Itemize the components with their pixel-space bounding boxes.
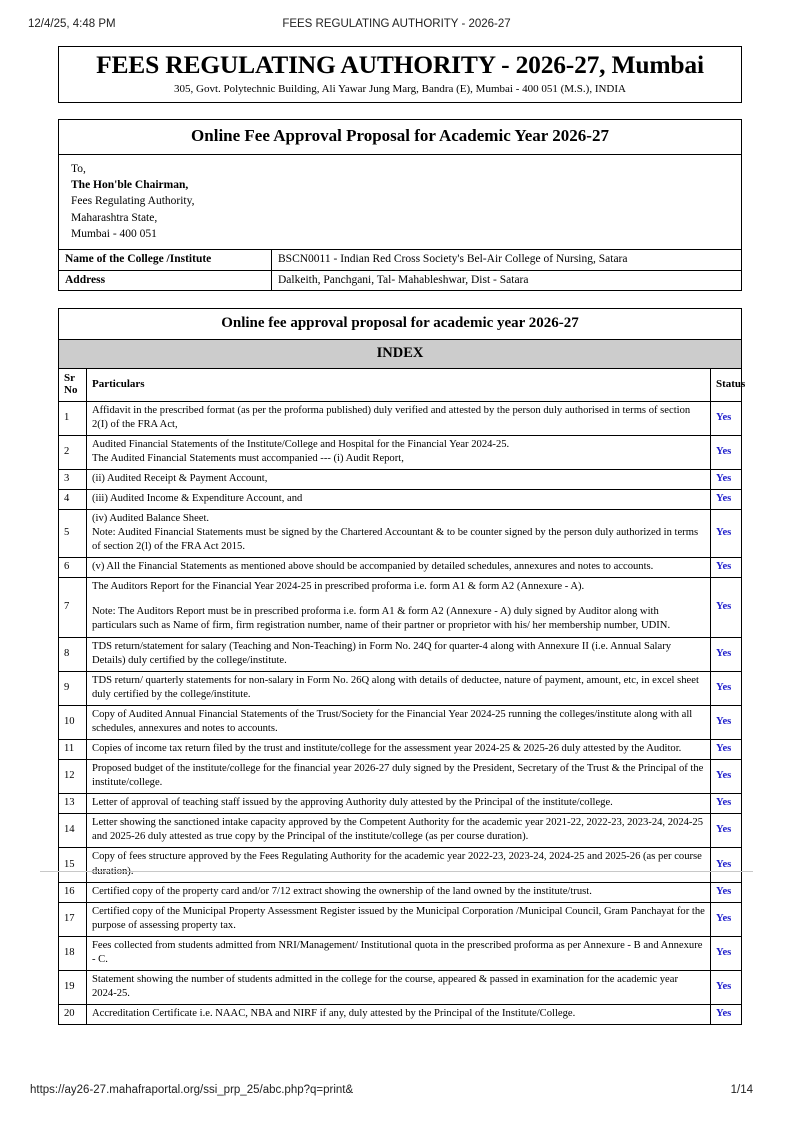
row-particulars <box>87 1005 711 1025</box>
row-status: Yes <box>710 740 741 760</box>
row-particulars <box>87 740 711 760</box>
particulars-line: Note: Audited Financial Statements must be signed by the Chartered Accountant & to be counter signed by the person duly authorized in terms of section 2(l) of the FRA Act 2015. <box>92 527 699 553</box>
row-sr-no: 4 <box>59 489 87 509</box>
addressee-chairman: The Hon'ble Chairman, <box>71 178 189 191</box>
row-sr-no: 5 <box>59 510 87 558</box>
particulars-line: Accreditation Certificate i.e. NAAC, NBA and NIRF if any, duly attested by the Principal of the Institute/College. <box>92 1008 576 1020</box>
table-row <box>59 510 742 558</box>
address-label: Address <box>59 270 272 290</box>
row-status: Yes <box>710 637 741 671</box>
row-status: Yes <box>710 882 741 902</box>
row-status: Yes <box>710 558 741 578</box>
table-row <box>59 705 742 739</box>
row-status: Yes <box>715 1008 732 1020</box>
row-status: Yes <box>710 578 741 637</box>
row-sr-no: 17 <box>59 902 87 936</box>
row-status: Yes <box>710 671 741 705</box>
particulars-line: Letter of approval of teaching staff issued by the approving Authority duly attested by the Principal of the institute/college. <box>92 797 613 809</box>
row-sr-no: 12 <box>59 760 87 794</box>
row-sr-no: 8 <box>59 637 87 671</box>
table-row <box>59 469 742 489</box>
particulars-line: The Auditors Report for the Financial Year 2024-25 in prescribed proforma i.e. form A1 & form A2 (Annexure - A). <box>92 581 585 593</box>
row-status: Yes <box>710 510 741 558</box>
table-row <box>59 671 742 705</box>
particulars-line: Copies of income tax return filed by the trust and institute/college for the assessment year 2024-25 & 2025-26 duly attested by the Auditor. <box>92 743 682 755</box>
row-sr-no: 6 <box>59 558 87 578</box>
addressee-line-3: Mumbai - 400 051 <box>71 227 157 240</box>
particulars-line: Copy of Audited Annual Financial Statements of the Trust/Society for the Financial Year 2024-25 running the colleges/institute along with all schedules, annexures and notes to accounts. <box>92 708 693 734</box>
row-status: Yes <box>710 760 741 794</box>
table-row <box>59 902 742 936</box>
row-particulars <box>87 705 711 739</box>
row-particulars <box>87 435 711 469</box>
browser-print-footer <box>0 1084 793 1100</box>
column-header-status: Status <box>710 368 741 401</box>
particulars-line: Audited Financial Statements of the Institute/College and Hospital for the Financial Year 2024-25. <box>92 438 510 450</box>
particulars-line: Certified copy of the property card and/or 7/12 extract showing the ownership of the land owned by the institute/trust. <box>92 885 592 897</box>
row-sr-no: 19 <box>59 971 87 1005</box>
table-row <box>59 489 742 509</box>
addressee-block <box>59 155 741 251</box>
row-sr-no: 20 <box>59 1005 87 1025</box>
sr-no-line-1: Sr <box>64 371 75 384</box>
table-row <box>59 270 741 290</box>
row-particulars <box>87 510 711 558</box>
page-break-rule <box>40 871 753 872</box>
row-status: Yes <box>710 902 741 936</box>
index-section-title: INDEX <box>59 339 742 368</box>
index-table <box>58 308 746 1025</box>
address-value: Dalkeith, Panchgani, Tal- Mahableshwar, Dist - Satara <box>272 270 742 290</box>
row-sr-no: 9 <box>59 671 87 705</box>
row-status: Yes <box>710 848 741 882</box>
row-sr-no: 3 <box>59 469 87 489</box>
row-particulars <box>87 902 711 936</box>
row-sr-no: 1 <box>59 401 87 435</box>
row-particulars <box>87 814 711 848</box>
row-particulars <box>87 489 711 509</box>
row-status: Yes <box>710 936 741 970</box>
print-source-url: https://ay26-27.mahafraportal.org/ssi_prp_25/abc.php?q=print& <box>30 1084 354 1096</box>
table-row <box>59 250 741 270</box>
table-row <box>59 760 742 794</box>
particulars-line: TDS return/ quarterly statements for non-salary in Form No. 26Q along with details of deductee, nature of payment, amount, etc, in excel sheet duly certified by the college/institute. <box>92 674 699 700</box>
proposal-title: Online Fee Approval Proposal for Academic Year 2026-27 <box>59 120 741 155</box>
document-page <box>58 46 746 1025</box>
addressee-to: To, <box>71 162 86 175</box>
row-particulars <box>87 558 711 578</box>
table-row <box>59 814 742 848</box>
authority-address: 305, Govt. Polytechnic Building, Ali Yawar Jung Marg, Bandra (E), Mumbai - 400 051 (M.S.), INDIA <box>174 82 626 95</box>
row-particulars <box>87 401 711 435</box>
particulars-line: (ii) Audited Receipt & Payment Account, <box>92 472 268 484</box>
row-particulars <box>87 936 711 970</box>
particulars-line: Fees collected from students admitted from NRI/Management/ Institutional quota in the prescribed proforma as per Annexure - B and Annexure - C. <box>92 939 703 965</box>
particulars-line: The Audited Financial Statements must accompanied --- (i) Audit Report, <box>92 452 404 464</box>
college-name-label: Name of the College /Institute <box>59 250 272 270</box>
row-status: Yes <box>710 794 741 814</box>
table-row <box>59 794 742 814</box>
table-row <box>59 435 742 469</box>
particulars-line: Certified copy of the Municipal Property Assessment Register issued by the Municipal Corporation /Municipal Council, Gram Panchayat for the purpose of assessing property tax. <box>92 905 705 931</box>
row-status: Yes <box>710 435 741 469</box>
row-status: Yes <box>710 814 741 848</box>
particulars-line: Note: The Auditors Report must be in prescribed proforma i.e. form A1 & form A2 (Annexure - A) duly signed by Auditor along with particulars such as Name of firm, firm registration number, name of their partner or proprietor with his/ her membership number, UDIN. <box>92 606 671 632</box>
row-particulars <box>87 637 711 671</box>
print-document-title: FEES REGULATING AUTHORITY - 2026-27 <box>282 18 511 30</box>
table-row <box>59 936 742 970</box>
particulars-line: TDS return/statement for salary (Teaching and Non-Teaching) in Form No. 24Q for quarter-4 along with Annexure II (i.e. Annual Salary Details) duly certified by the college/institute. <box>92 640 672 666</box>
particulars-line: Statement showing the number of students admitted in the college for the course, appeared & passed in examination for the academic year 2024-25. <box>92 974 678 1000</box>
row-particulars <box>87 578 711 637</box>
index-section <box>58 308 746 1025</box>
row-sr-no: 16 <box>59 882 87 902</box>
table-row <box>59 637 742 671</box>
authority-banner <box>58 46 742 103</box>
print-page-number: 1/14 <box>730 1084 753 1096</box>
row-sr-no: 2 <box>59 435 87 469</box>
particulars-line: Copy of fees structure approved by the Fees Regulating Authority for the academic year 2022-23, 2023-24, 2024-25 and 2025-26 (as per course duration). <box>92 851 702 877</box>
index-column-header-row <box>59 368 742 401</box>
institute-info-table <box>59 250 741 290</box>
row-status: Yes <box>710 469 741 489</box>
row-sr-no: 7 <box>59 578 87 637</box>
row-sr-no: 15 <box>59 848 87 882</box>
table-row <box>59 740 742 760</box>
particulars-line: (iv) Audited Balance Sheet. <box>92 513 210 524</box>
row-status: Yes <box>710 489 741 509</box>
row-particulars <box>87 882 711 902</box>
column-header-particulars: Particulars <box>87 368 711 401</box>
row-particulars <box>87 469 711 489</box>
table-row <box>59 1005 742 1025</box>
row-particulars <box>87 971 711 1005</box>
particulars-line: (iii) Audited Income & Expenditure Account, and <box>92 492 303 504</box>
authority-title: FEES REGULATING AUTHORITY - 2026-27, Mumbai <box>96 50 704 79</box>
particulars-line: Letter showing the sanctioned intake capacity approved by the Competent Authority for the academic year 2021-22, 2022-23, 2023-24, 2024-25 and 2025-26 duly attested as true copy by the Principal of the institute/college (as per course duration). <box>92 817 704 843</box>
sr-no-line-2: No <box>64 384 78 397</box>
row-sr-no: 10 <box>59 705 87 739</box>
table-row <box>59 558 742 578</box>
row-particulars <box>87 794 711 814</box>
column-header-sr-no <box>59 368 87 401</box>
row-particulars <box>87 671 711 705</box>
row-particulars <box>87 848 711 882</box>
table-row <box>59 971 742 1005</box>
index-section-title-row <box>59 339 742 368</box>
particulars-line: Affidavit in the prescribed format (as per the proforma published) duly verified and attested by the person duly authorised in terms of section 2(I) of the FRA Act, <box>92 404 691 430</box>
row-status: Yes <box>710 401 741 435</box>
index-caption: Online fee approval proposal for academic year 2026-27 <box>59 308 742 339</box>
print-timestamp: 12/4/25, 4:48 PM <box>28 18 116 30</box>
row-sr-no: 18 <box>59 936 87 970</box>
table-row <box>59 848 742 882</box>
index-caption-row <box>59 308 742 339</box>
row-particulars <box>87 760 711 794</box>
particulars-line: Proposed budget of the institute/college for the financial year 2026-27 duly signed by the President, Secretary of the Trust & the Principal of the institute/college. <box>92 763 704 789</box>
college-name-value: BSCN0011 - Indian Red Cross Society's Bel-Air College of Nursing, Satara <box>278 253 628 266</box>
browser-print-header <box>0 18 793 34</box>
row-sr-no: 11 <box>59 740 87 760</box>
index-table-body <box>59 401 742 1025</box>
row-sr-no: 13 <box>59 794 87 814</box>
row-sr-no: 14 <box>59 814 87 848</box>
addressee-line-2: Maharashtra State, <box>71 211 158 224</box>
row-status: Yes <box>710 705 741 739</box>
table-row <box>59 578 742 637</box>
proposal-header-block <box>58 119 742 291</box>
table-row <box>59 882 742 902</box>
addressee-line-1: Fees Regulating Authority, <box>71 195 195 208</box>
table-row <box>59 401 742 435</box>
row-status: Yes <box>710 971 741 1005</box>
particulars-line: (v) All the Financial Statements as mentioned above should be accompanied by detailed schedules, annexures and notes to accounts. <box>92 561 654 573</box>
